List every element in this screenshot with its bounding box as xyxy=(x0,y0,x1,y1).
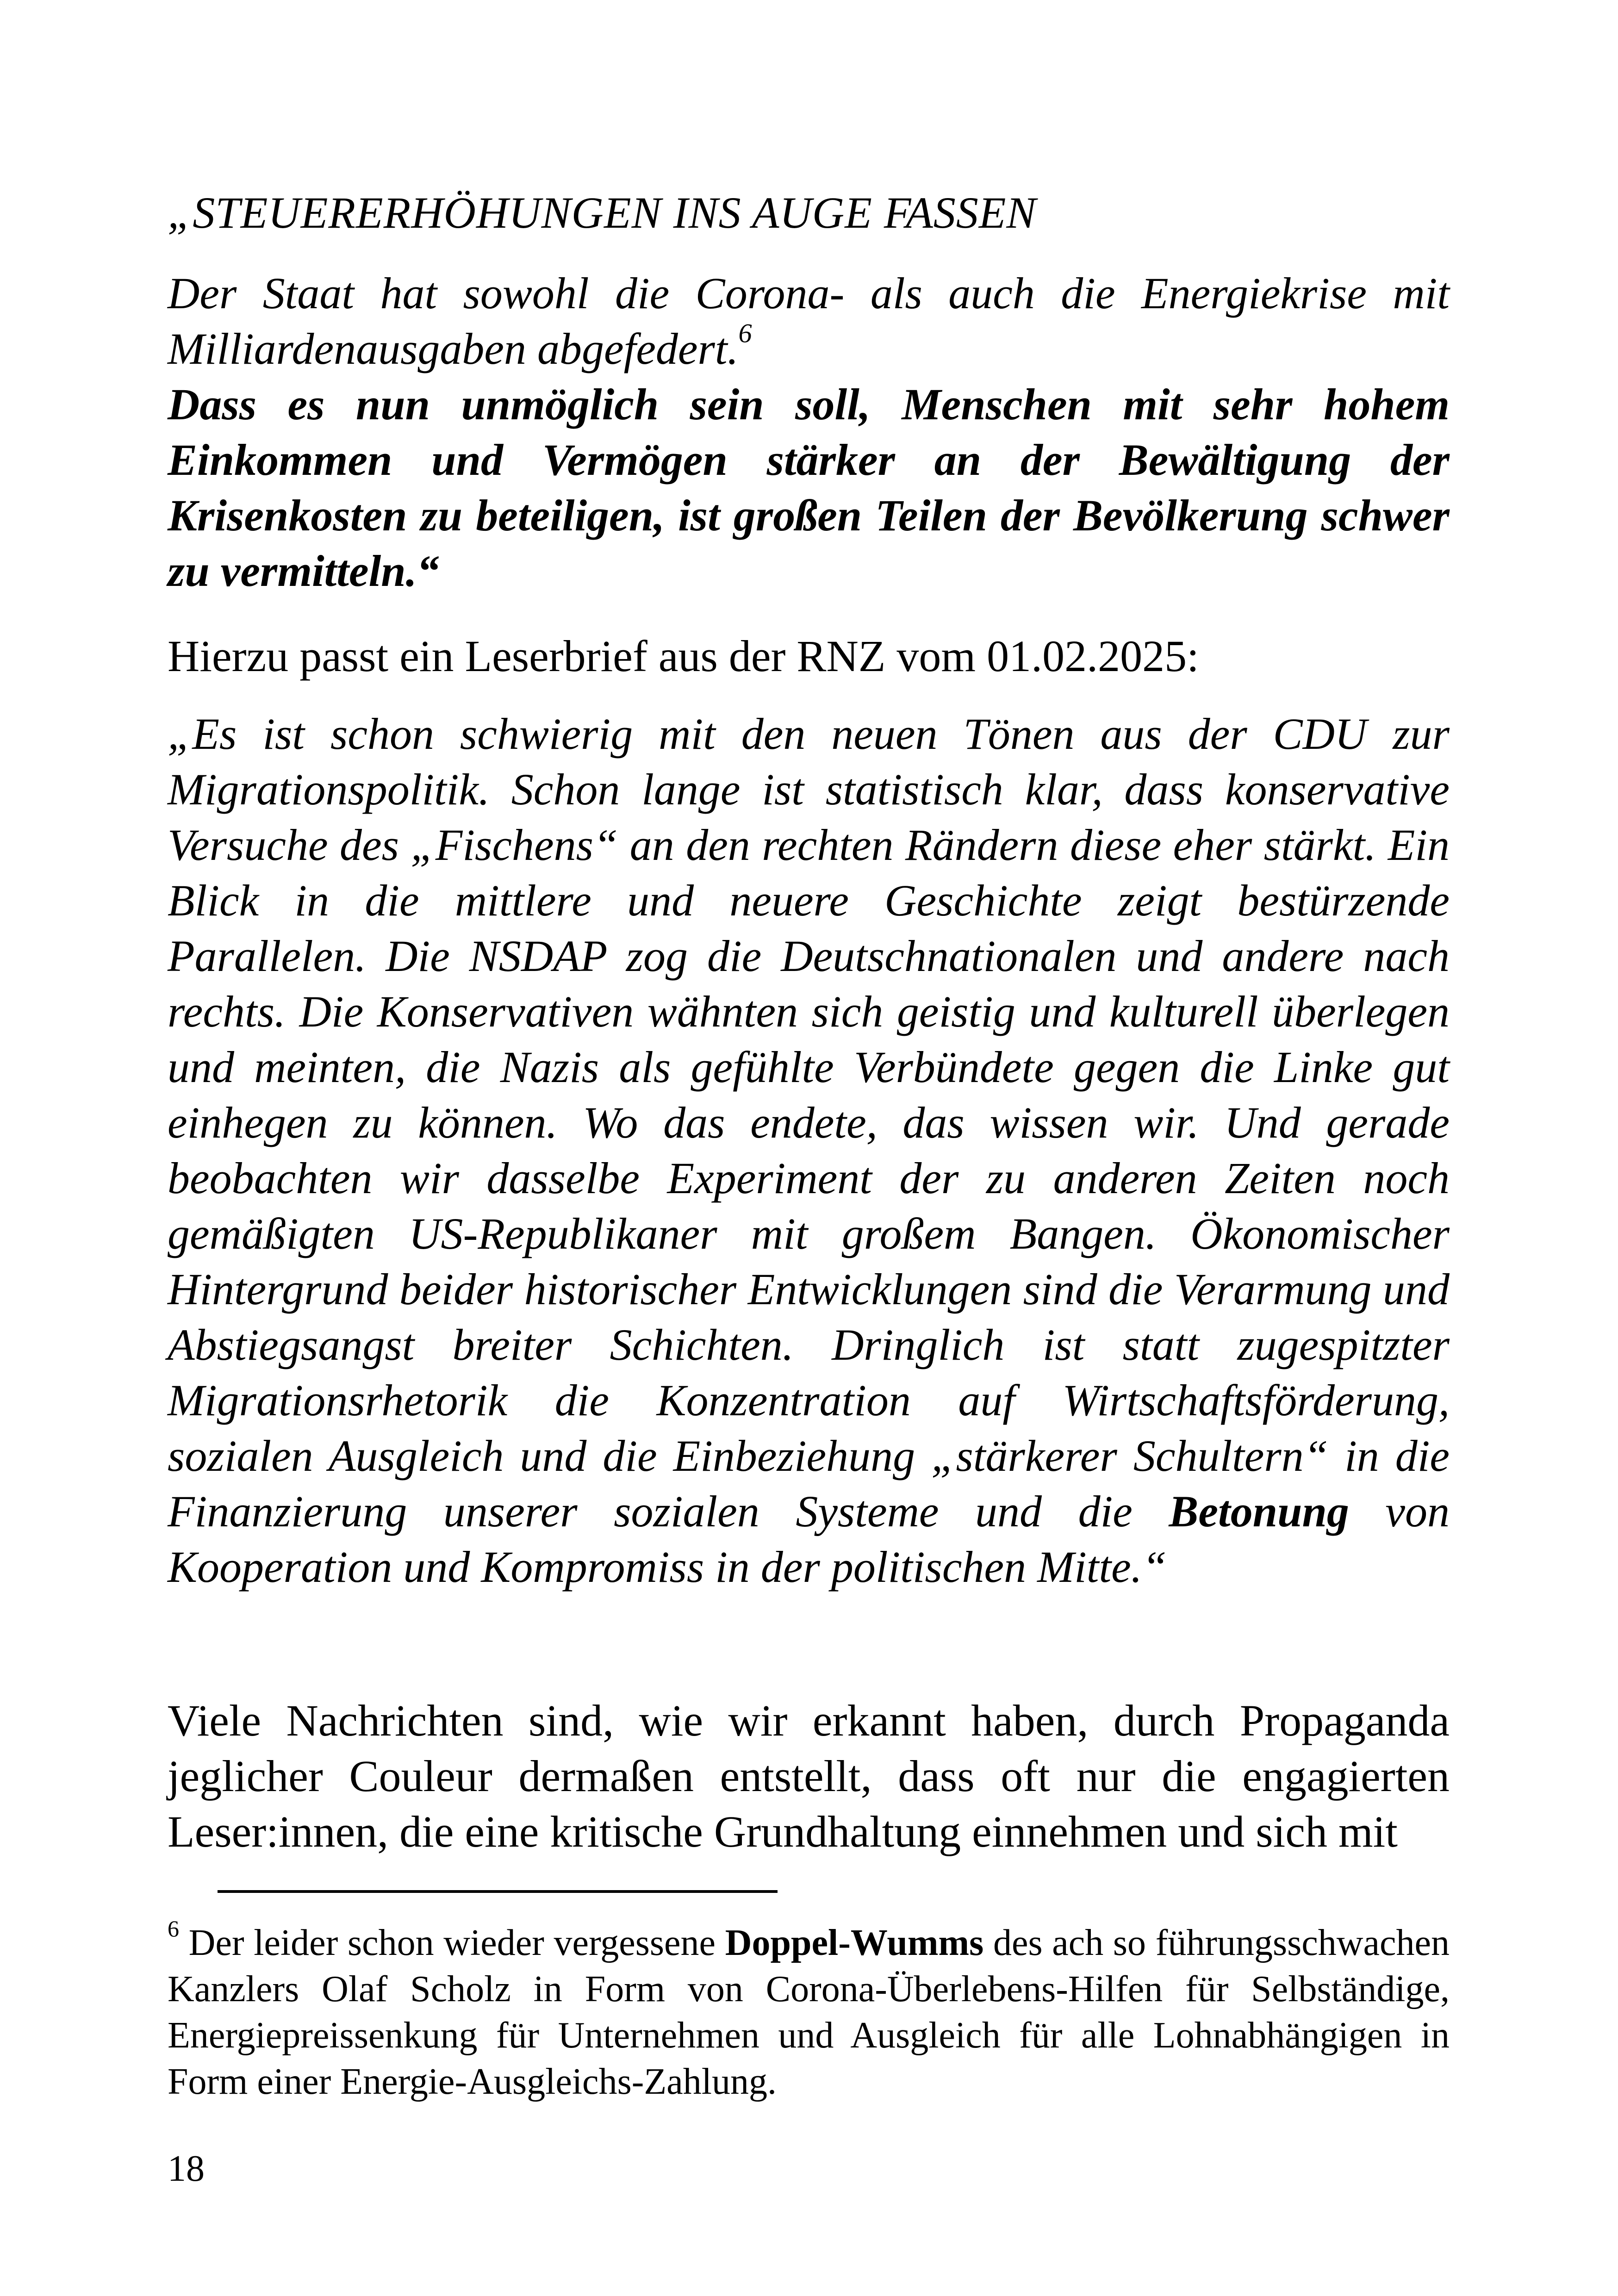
reader-letter-text-part1: „Es ist schon schwierig mit den neuen Tönen aus der CDU zur Migrationspolitik. Schon lange ist statistisch klar, dass konservative Versuche des „Fischens“ an den rechten Rändern diese eher stärkt. Ein Blick in die mittlere und neuere Geschichte zeigt bestürzende Parallelen. Die NSDAP zog die Deutschnationalen und andere nach rechts. Die Konservativen wähnten sich geistig und kulturell überlegen und meinten, die Nazis als gefühlte Verbündete gegen die Linke gut einhegen zu können. Wo das endete, das wissen wir. Und gerade beobachten wir dasselbe Experiment der zu anderen Zeiten noch gemäßigten US-Republikaner mit großem Bangen. Ökonomischer Hintergrund beider historischer Entwicklungen sind die Verarmung und Abstiegsangst breiter Schichten. Dringlich ist statt zugespitzter Migrationsrhetorik die Konzentration auf Wirtschaftsförderung, sozialen Ausgleich und die Einbeziehung „stärkerer Schultern“ in die Finanzierung unserer sozialen Systeme und die xyxy=(168,709,1450,1536)
reader-letter-text-part2: von Kooperation und Kompromiss in der politischen Mitte.“ xyxy=(168,1487,1450,1592)
footnote-text-after: des ach so führungsschwachen Kanzlers Olaf Scholz in Form von Corona-Überlebens-Hilfen für Selbständige, Energiepreissenkung für Unternehmen und Ausgleich für alle Lohnabhängigen in Form einer Energie-Ausgleichs-Zahlung. xyxy=(168,1923,1450,2102)
footnote-divider xyxy=(218,1890,778,1893)
footnote-reference[interactable]: 6 xyxy=(738,318,752,348)
footnote-number: 6 xyxy=(168,1916,179,1941)
quote-tax-increase xyxy=(168,266,1450,599)
body-paragraph: Viele Nachrichten sind, wie wir erkannt haben, durch Propaganda jeglicher Couleur dermaßen entstellt, dass oft nur die engagierten Leser:innen, die eine kritische Grundhaltung einnehmen und sich mit xyxy=(168,1696,1450,1856)
reader-letter-bold-word: Betonung xyxy=(1169,1487,1349,1536)
reader-letter-quote xyxy=(168,706,1450,1595)
footnote-bold-term: Doppel-Wumms xyxy=(725,1923,984,1963)
intro-paragraph: Hierzu passt ein Leserbrief aus der RNZ vom 01.02.2025: xyxy=(168,631,1199,681)
footnote xyxy=(168,1916,1450,2105)
page-number: 18 xyxy=(168,2148,205,2189)
footnote-text-before: Der leider schon wieder vergessene xyxy=(188,1923,716,1963)
quote1-text: Der Staat hat sowohl die Corona- als auch die Energiekrise mit Milliardenausgaben abgefedert. xyxy=(168,268,1450,373)
section-heading: „STEUERERHÖHUNGEN INS AUGE FASSEN xyxy=(168,188,1037,237)
quote1-bold-text: Dass es nun unmöglich sein soll, Menschen mit sehr hohem Einkommen und Vermögen stärker an der Bewältigung der Krisenkosten zu beteiligen, ist großen Teilen der Bevölkerung schwer zu vermitteln.“ xyxy=(168,380,1450,596)
